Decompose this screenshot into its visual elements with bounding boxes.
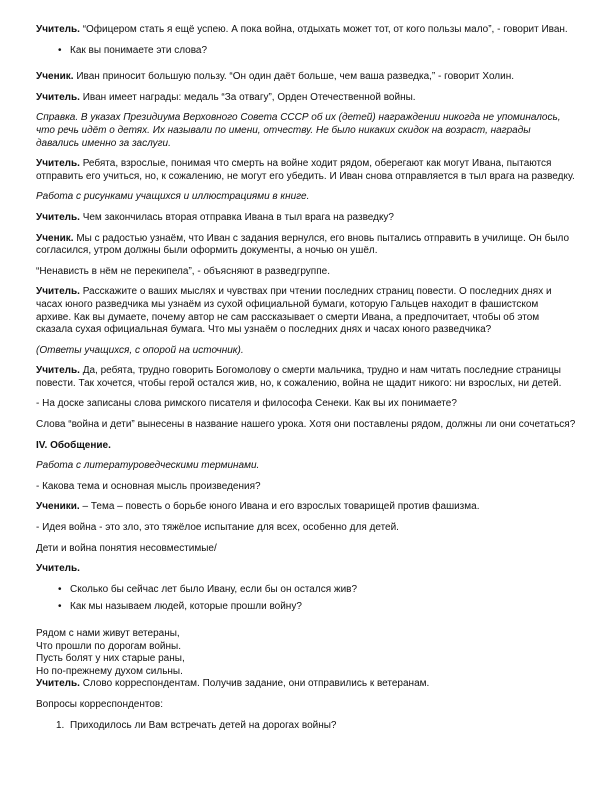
poem-line: Рядом с нами живут ветераны,	[36, 628, 180, 639]
paragraph-text: Расскажите о ваших мыслях и чувствах при чтении последних страниц повести. О последних днях и часах юного разведчика мы узнаём из сухой официальной бумаги, которую Гальцев находит в фашистском архиве. Как вы думаете, почему автор не сам рассказывает о смерти Ивана, а предпочитает, чтобы об этом сказала сухая официальная бумага. Что мы узнаём о последних днях и часах юного разведчика?	[36, 286, 552, 336]
speaker-label: Учитель.	[36, 678, 80, 690]
paragraph-text: – Тема – повесть о борьбе юного Ивана и его взрослых товарищей против фашизма.	[79, 501, 480, 513]
paragraph: - На доске записаны слова римского писателя и философа Сенеки. Как вы их понимаете?	[36, 398, 457, 410]
speaker-label: Ученик.	[36, 71, 74, 83]
paragraph	[36, 24, 576, 37]
paragraph: Слова “война и дети” вынесены в название нашего урока. Хотя они поставлены рядом, должны ли они сочетаться?	[36, 419, 576, 431]
paragraph-text: Слово корреспондентам. Получив задание, они отправились к ветеранам.	[79, 678, 430, 690]
list-number: 1.	[56, 719, 65, 731]
paragraph	[36, 678, 576, 691]
paragraph	[36, 71, 576, 84]
activity-note: Работа с рисунками учащихся и иллюстрациями в книге.	[36, 191, 310, 203]
document-page	[36, 24, 576, 732]
list-item: • Сколько бы сейчас лет было Ивану, если бы он остался жив?	[70, 584, 576, 597]
poem-line: Пусть болят у них старые раны,	[36, 653, 185, 665]
paragraph: - Какова тема и основная мысль произведения?	[36, 480, 261, 492]
speaker-label: Ученик.	[36, 232, 74, 244]
paragraph	[36, 233, 576, 258]
paragraph	[36, 365, 576, 390]
poem-line: Что прошли по дорогам войны.	[36, 640, 181, 652]
paragraph: Вопросы корреспондентов:	[36, 698, 164, 710]
paragraph: “Ненависть в нём не перекипела”, - объясняют в разведгруппе.	[36, 265, 330, 277]
speaker-label: Учитель.	[36, 365, 80, 377]
poem-line: Но по-прежнему духом сильны.	[36, 665, 183, 677]
speaker-label: Учитель.	[36, 24, 80, 35]
paragraph-text: Ребята, взрослые, понимая что смерть на войне ходит рядом, оберегают как могут Ивана, пытаются отправить его учиться, но, к сожалению, не могут его убедить. И Иван снова отправляется в тыл врага на разведку.	[36, 158, 575, 182]
list-item-text: Приходилось ли Вам встречать детей на дорогах войны?	[70, 719, 337, 731]
paragraph-text: Чем закончилась вторая отправка Ивана в тыл врага на разведку?	[79, 211, 394, 223]
speaker-label: Учитель.	[36, 91, 80, 103]
paragraph	[36, 563, 576, 576]
section-heading: IV. Обобщение.	[36, 439, 111, 451]
paragraph	[36, 501, 576, 514]
poem	[36, 628, 576, 678]
paragraph-text: Иван имеет награды: медаль “За отвагу”, Орден Отечественной войны.	[79, 91, 416, 103]
paragraph	[36, 212, 576, 225]
paragraph-text: “Офицером стать я ещё успею. А пока война, отдыхать может тот, от кого пользы мало”, - говорит Иван.	[79, 24, 568, 35]
speaker-label: Учитель.	[36, 286, 80, 298]
bullet-list	[36, 584, 576, 614]
speaker-label: Учитель.	[36, 211, 80, 223]
paragraph-text: Да, ребята, трудно говорить Богомолову о смерти мальчика, трудно и нам читать последние страницы повести. Так хочется, чтобы герой остался жив, но, к сожалению, война не щадит никого: ни взрослых, ни детей.	[36, 365, 562, 389]
reference-note: Справка. В указах Президиума Верховного Совета СССР об их (детей) награждении никогда не упоминалось, что речь идёт о детях. Их называли по имени, отчеству. Не было никаких скидок на возраст, награды давались именно за заслуги.	[36, 112, 561, 149]
list-item: • Как мы называем людей, которые прошли войну?	[70, 601, 576, 614]
list-item	[56, 719, 576, 733]
paragraph	[36, 92, 576, 105]
paragraph: Дети и война понятия несовместимые/	[36, 542, 217, 554]
paragraph: - Идея война - это зло, это тяжёлое испытание для всех, особенно для детей.	[36, 522, 399, 534]
activity-note: Работа с литературоведческими терминами.	[36, 460, 260, 472]
paragraph	[36, 286, 576, 336]
paragraph-text: Иван приносит большую пользу. “Он один даёт больше, чем ваша разведка,” - говорит Холин.	[73, 71, 515, 83]
numbered-list	[36, 720, 576, 733]
speaker-label: Ученики.	[36, 501, 80, 513]
speaker-label: Учитель.	[36, 158, 80, 170]
paragraph-text: Мы с радостью узнаём, что Иван с задания вернулся, его вновь пытались отправить в училище. Он было согласился, утром должны были оформить документы, а ночью он ушёл.	[36, 232, 570, 257]
bullet-list	[36, 45, 576, 58]
list-item: • Как вы понимаете эти слова?	[70, 45, 576, 58]
activity-note: (Ответы учащихся, с опорой на источник).	[36, 344, 244, 356]
speaker-label: Учитель.	[36, 563, 80, 575]
paragraph	[36, 158, 576, 183]
